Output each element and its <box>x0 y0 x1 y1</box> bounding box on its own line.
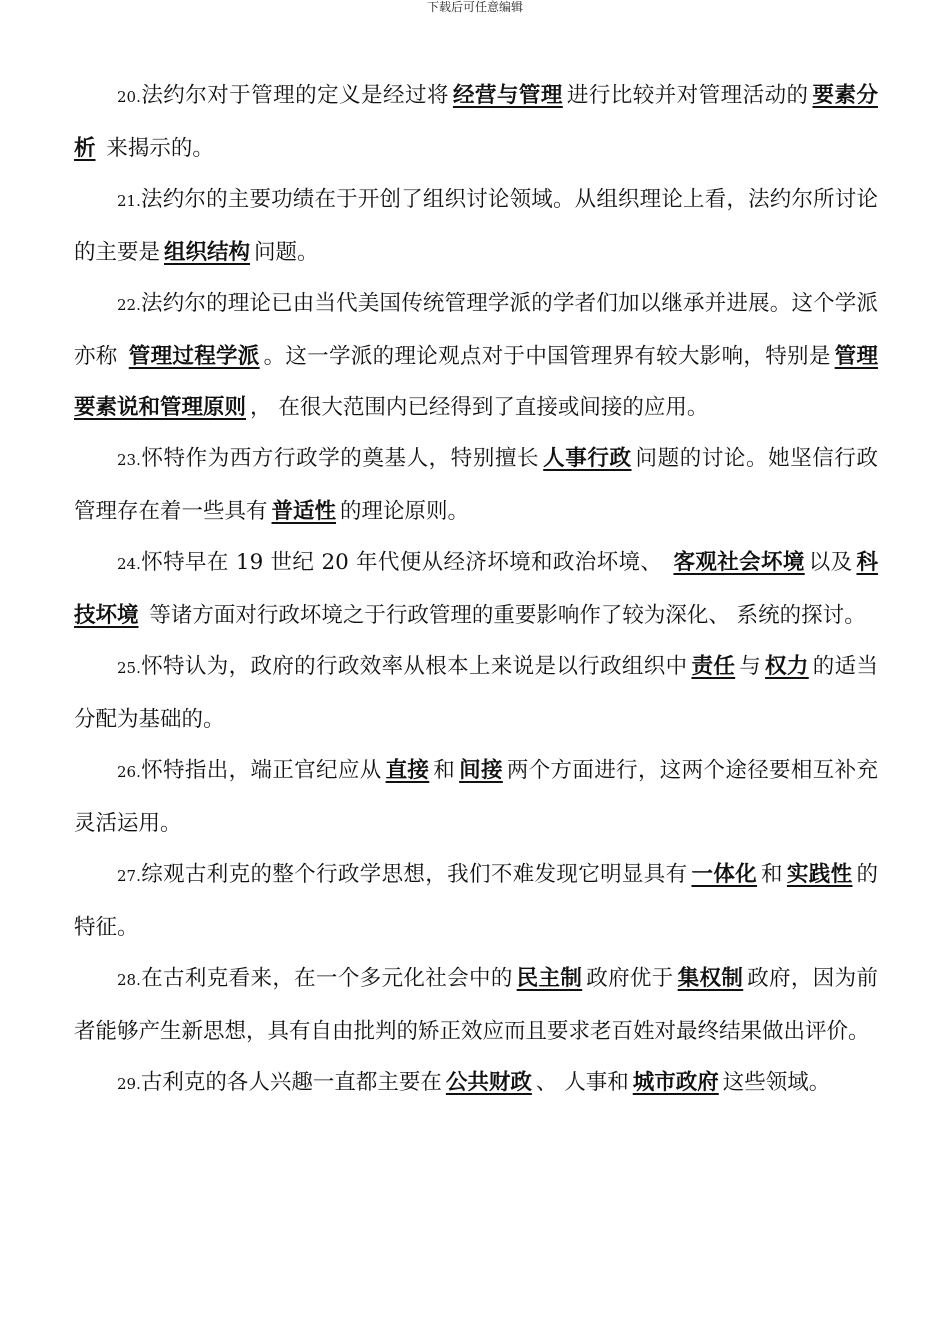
answer-blank: 间接 <box>459 758 503 783</box>
question-item <box>74 537 878 641</box>
answer-blank: 普适性 <box>271 499 337 524</box>
answer-blank: 科技坏境 <box>74 550 878 628</box>
question-text: 以及 <box>808 550 853 575</box>
answer-blank: 集权制 <box>677 966 744 991</box>
question-text: 政府，因为前者能够产生新思想，具有自由批判的矫正效应而且要求老百姓对最终结果做出评价。 <box>74 966 878 1044</box>
answer-blank: 直接 <box>385 758 430 783</box>
question-number: 27. <box>117 867 141 885</box>
question-item <box>74 278 878 433</box>
answer-blank: 城市政府 <box>632 1070 719 1095</box>
question-text: 政府优于 <box>586 966 674 991</box>
question-text: 怀特认为，政府的行政效率从根本上来说是以行政组织中 <box>140 654 688 679</box>
answer-blank: 管理要素说和管理原则 <box>74 344 878 420</box>
question-text: 的理论原则。 <box>340 499 470 524</box>
question-text: 的适当分配为基础的。 <box>74 654 878 732</box>
question-text: 和 <box>761 862 783 887</box>
question-item <box>74 745 878 849</box>
question-number: 22. <box>117 296 141 314</box>
answer-blank: 责任 <box>691 654 736 679</box>
question-text: ， 在很大范围内已经得到了直接或间接的应用。 <box>250 395 709 420</box>
question-number: 23. <box>117 451 141 469</box>
question-text: 的特征。 <box>74 862 878 940</box>
question-item <box>74 1057 878 1110</box>
answer-blank: 客观社会坏境 <box>673 550 805 575</box>
question-number: 21. <box>117 192 141 210</box>
page-header: 下载后可任意编辑 <box>426 0 523 14</box>
answer-blank: 人事行政 <box>543 446 632 471</box>
question-text: 怀特指出，端正官纪应从 <box>140 758 382 783</box>
answer-blank: 一体化 <box>691 862 758 887</box>
question-number: 25. <box>117 659 141 677</box>
answer-blank: 民主制 <box>516 966 583 991</box>
question-text: 怀特作为西方行政学的奠基人，特别擅长 <box>140 446 540 471</box>
answer-blank: 要素分析 <box>74 83 878 161</box>
answer-blank: 经营与管理 <box>452 83 563 108</box>
answer-blank: 管理过程学派 <box>128 344 260 369</box>
question-text: 在古利克看来，在一个多元化社会中的 <box>140 966 513 991</box>
question-item <box>74 433 878 537</box>
question-text: 、 人事和 <box>535 1070 629 1095</box>
question-text: 和 <box>433 758 456 783</box>
question-number: 24. <box>117 555 141 573</box>
question-text: 与 <box>739 654 762 679</box>
answer-blank: 权力 <box>765 654 809 679</box>
question-number: 20. <box>117 88 141 106</box>
answer-blank: 组织结构 <box>164 240 251 265</box>
question-text: 等诸方面对行政坏境之于行政管理的重要影响作了较为深化、 系统的探讨。 <box>142 603 866 628</box>
question-text: 古利克的各人兴趣一直都主要在 <box>140 1070 442 1095</box>
question-item <box>74 70 878 174</box>
document-body <box>74 70 878 1110</box>
question-text: 问题的讨论。她坚信行政管理存在着一些具有 <box>74 446 878 524</box>
question-text: 这些领域。 <box>722 1070 831 1095</box>
question-number: 29. <box>117 1075 141 1093</box>
question-text: 法约尔的理论已由当代美国传统管理学派的学者们加以继承并进展。这个学派亦称 <box>74 291 878 369</box>
question-text: 法约尔对于管理的定义是经过将 <box>140 83 449 108</box>
question-number: 28. <box>117 971 141 989</box>
question-text: 来揭示的。 <box>99 136 214 161</box>
question-text: 怀特早在 19 世纪 20 年代便从经济坏境和政治坏境、 <box>140 550 670 575</box>
answer-blank: 公共财政 <box>445 1070 532 1095</box>
question-text: 。这一学派的理论观点对于中国管理界有较大影响，特别是 <box>263 344 831 369</box>
question-item <box>74 953 878 1057</box>
question-item <box>74 174 878 278</box>
question-item <box>74 641 878 745</box>
question-text: 两个方面进行，这两个途径要相互补充灵活运用。 <box>74 758 878 836</box>
question-text: 问题。 <box>254 240 319 265</box>
question-item <box>74 849 878 953</box>
question-number: 26. <box>117 763 141 781</box>
question-text: 综观古利克的整个行政学思想，我们不难发现它明显具有 <box>140 862 688 887</box>
question-text: 进行比较并对管理活动的 <box>566 83 809 108</box>
question-text: 法约尔的主要功绩在于开创了组织讨论领域。从组织理论上看，法约尔所讨论的主要是 <box>74 187 878 265</box>
answer-blank: 实践性 <box>786 862 853 887</box>
